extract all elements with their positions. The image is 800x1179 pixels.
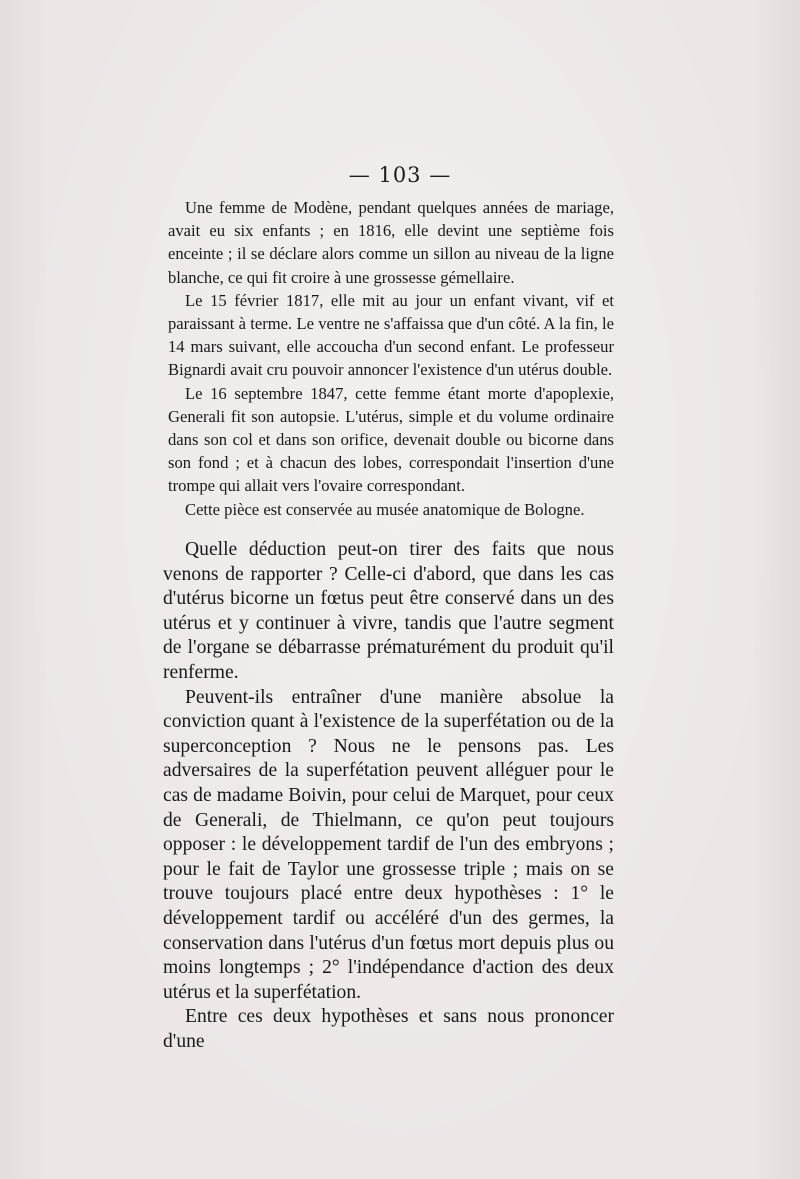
body-paragraph-3: Entre ces deux hypothèses et sans nous prononcer d'une — [163, 1006, 614, 1052]
body-paragraph-1: Quelle déduction peut-on tirer des faits que nous venons de rapporter ? Celle-ci d'abord, que dans les cas d'utérus bicorne un fœtus peut être conservé dans un des utérus et y continuer à vivre, tandis que l'autre segment de l'organe se débarrasse prématurément du produit qu'il renferme. — [163, 539, 614, 683]
footnote-block — [168, 196, 614, 521]
note-paragraph-3: Le 16 septembre 1847, cette femme étant morte d'apoplexie, Generali fit son autopsie. L'utérus, simple et du volume ordinaire dans son col et dans son orifice, devenait double ou bicorne dans son fond ; et à chacun des lobes, correspondait l'insertion d'une trompe qui allait vers l'ovaire correspondant. — [168, 383, 614, 496]
note-paragraph-4: Cette pièce est conservée au musée anatomique de Bologne. — [185, 499, 585, 519]
body-text — [163, 538, 614, 1054]
note-paragraph-2: Le 15 février 1817, elle mit au jour un enfant vivant, vif et paraissant à terme. Le ventre ne s'affaissa que d'un côté. A la fin, le 14 mars suivant, elle accoucha d'un second enfant. Le professeur Bignardi avait cru pouvoir annoncer l'existence d'un utérus double. — [168, 290, 614, 380]
body-paragraph-2: Peuvent-ils entraîner d'une manière absolue la conviction quant à l'existence de la superfétation ou de la superconception ? Nous ne le pensons pas. Les adversaires de la superfétation peuvent alléguer pour le cas de madame Boivin, pour celui de Marquet, pour ceux de Generali, de Thielmann, ce qu'on peut toujours opposer : le développement tardif de l'un des embryons ; pour le fait de Taylor une grossesse triple ; mais on se trouve toujours placé entre deux hypothèses : 1° le développement tardif ou accéléré d'un des germes, la conservation dans l'utérus d'un fœtus mort depuis plus ou moins longtemps ; 2° l'indépendance d'action des deux utérus et la superfétation. — [163, 686, 614, 1003]
note-paragraph-1: Une femme de Modène, pendant quelques années de mariage, avait eu six enfants ; en 1816, elle devint une septième fois enceinte ; il se déclare alors comme un sillon au niveau de la ligne blanche, ce qui fit croire à une grossesse gémellaire. — [168, 198, 614, 287]
page-number: — 103 — — [348, 163, 452, 187]
